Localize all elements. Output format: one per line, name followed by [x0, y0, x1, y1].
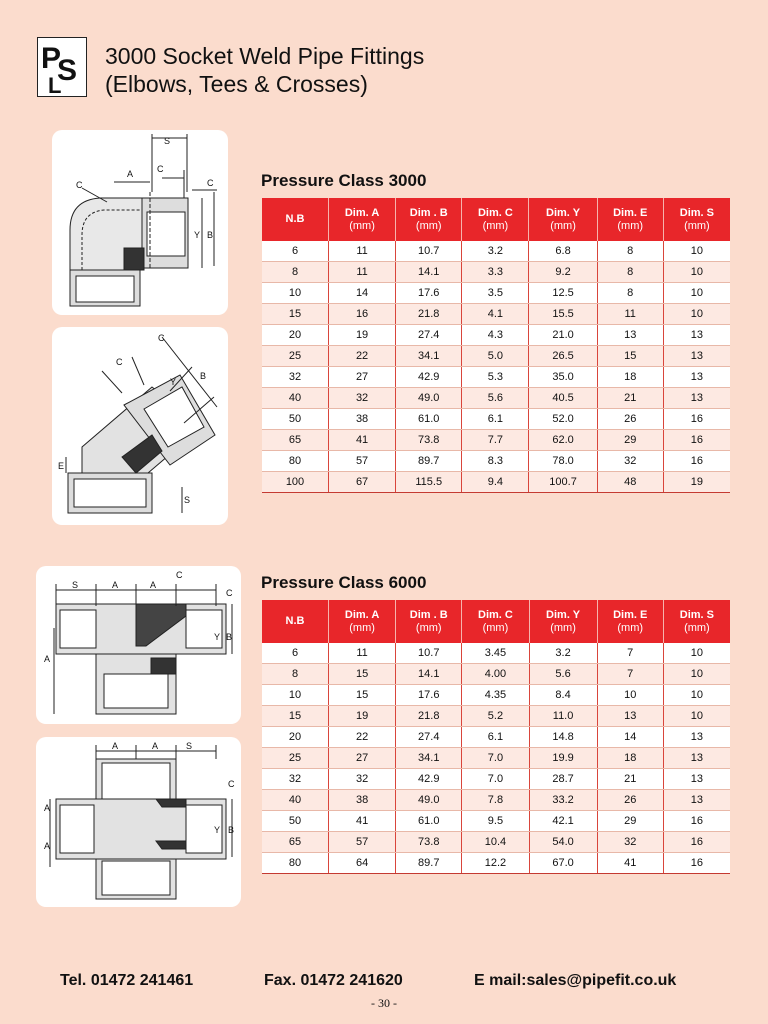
dim-label: C	[158, 333, 165, 343]
page-number: - 30 -	[371, 996, 397, 1010]
table-cell: 15	[597, 346, 663, 367]
table-cell: 18	[597, 367, 663, 388]
dim-label: C	[226, 588, 233, 598]
table-cell: 8	[597, 241, 663, 262]
table-cell: 20	[262, 325, 329, 346]
table-cell: 15	[262, 706, 329, 727]
table-cell: 10	[663, 262, 730, 283]
table-cell: 10	[262, 685, 329, 706]
dim-label: A	[44, 654, 51, 664]
column-header	[597, 600, 663, 643]
table-row	[262, 685, 730, 706]
table-cell: 19.9	[529, 748, 597, 769]
column-name: Dim. Y	[546, 206, 581, 219]
class-6000-title: Pressure Class 6000	[261, 573, 427, 592]
column-unit: (mm)	[684, 219, 710, 232]
table-cell: 19	[329, 706, 396, 727]
table-cell: 9.2	[529, 262, 597, 283]
table-cell: 35.0	[529, 367, 597, 388]
table-cell: 16	[663, 832, 730, 853]
table-cell: 8	[597, 283, 663, 304]
table-cell: 89.7	[396, 451, 462, 472]
table-cell: 10	[663, 664, 730, 685]
table-row	[262, 325, 730, 346]
table-cell: 3.2	[529, 643, 597, 664]
table-cell: 32	[329, 388, 396, 409]
dim-label: S	[72, 580, 79, 590]
dim-label: B	[226, 632, 233, 642]
table-cell: 100.7	[529, 472, 597, 493]
table-cell: 5.2	[462, 706, 529, 727]
column-header	[262, 198, 329, 241]
table-cell: 3.45	[462, 643, 529, 664]
dim-label: A	[150, 580, 157, 590]
column-header	[396, 600, 462, 643]
table-cell: 34.1	[396, 346, 462, 367]
column-unit: (mm)	[482, 621, 509, 634]
table-cell: 7.8	[462, 790, 529, 811]
table-cell: 57	[329, 451, 396, 472]
column-header	[663, 198, 730, 241]
table-cell: 6.8	[529, 241, 597, 262]
table-cell: 41	[329, 811, 396, 832]
table-cell: 27.4	[396, 727, 462, 748]
table-cell: 32	[262, 367, 329, 388]
table-cell: 15	[329, 685, 396, 706]
table-header-row	[262, 198, 730, 241]
table-cell: 38	[329, 409, 396, 430]
table-cell: 54.0	[529, 832, 597, 853]
table-cell: 10.4	[462, 832, 529, 853]
table-cell: 21.8	[396, 706, 462, 727]
title-line-2: (Elbows, Tees & Crosses)	[105, 71, 368, 97]
column-unit: (mm)	[415, 621, 442, 634]
title-line-1: 3000 Socket Weld Pipe Fittings	[105, 43, 425, 69]
table-row	[262, 790, 730, 811]
table-cell: 8	[262, 664, 329, 685]
table-cell: 5.6	[462, 388, 529, 409]
table-cell: 13	[663, 367, 730, 388]
table-cell: 4.35	[462, 685, 529, 706]
table-row	[262, 346, 730, 367]
column-name: Dim . B	[409, 206, 448, 219]
cross-drawing	[36, 737, 241, 907]
table-cell: 18	[597, 748, 663, 769]
dim-label: Y	[214, 632, 221, 642]
table-cell: 13	[663, 388, 730, 409]
table-cell: 10	[663, 706, 730, 727]
table-cell: 33.2	[529, 790, 597, 811]
table-cell: 6.1	[462, 409, 529, 430]
table-cell: 73.8	[396, 430, 462, 451]
page-title	[105, 42, 424, 98]
logo-letter-s: S	[57, 54, 78, 87]
table-row	[262, 451, 730, 472]
column-name: Dim. Y	[546, 608, 581, 621]
class-3000-table	[262, 198, 730, 493]
table-cell: 22	[329, 346, 396, 367]
table-cell: 8	[262, 262, 329, 283]
table-cell: 52.0	[529, 409, 597, 430]
table-cell: 67	[329, 472, 396, 493]
table-row	[262, 748, 730, 769]
table-cell: 5.0	[462, 346, 529, 367]
logo-letter-p: P	[41, 42, 62, 75]
table-cell: 50	[262, 409, 329, 430]
table-cell: 3.3	[462, 262, 529, 283]
table-cell: 4.3	[462, 325, 529, 346]
table-cell: 10.7	[396, 241, 462, 262]
table-cell: 80	[262, 853, 329, 874]
table-cell: 7.0	[462, 769, 529, 790]
table-row	[262, 283, 730, 304]
table-cell: 6.1	[462, 727, 529, 748]
logo-letter-l: L	[48, 73, 62, 95]
table-cell: 48	[597, 472, 663, 493]
table-row	[262, 643, 730, 664]
dim-label: C	[228, 779, 235, 789]
table-cell: 25	[262, 748, 329, 769]
table-cell: 5.6	[529, 664, 597, 685]
table-cell: 13	[663, 325, 730, 346]
table-cell: 89.7	[396, 853, 462, 874]
table-cell: 7.0	[462, 748, 529, 769]
dim-label: A	[44, 841, 51, 851]
table-cell: 40	[262, 790, 329, 811]
table-cell: 41	[329, 430, 396, 451]
table-row	[262, 430, 730, 451]
table-cell: 13	[597, 706, 663, 727]
table-cell: 14.1	[396, 664, 462, 685]
dim-label: A	[112, 741, 119, 751]
dim-label: S	[186, 741, 193, 751]
dim-label: E	[58, 461, 65, 471]
column-header	[529, 600, 597, 643]
dim-label: C	[207, 178, 214, 188]
column-unit: (mm)	[550, 219, 576, 232]
dim-label: C	[76, 180, 83, 190]
table-cell: 13	[663, 769, 730, 790]
table-cell: 8	[597, 262, 663, 283]
column-header	[462, 198, 529, 241]
table-cell: 61.0	[396, 409, 462, 430]
table-cell: 13	[663, 727, 730, 748]
table-cell: 16	[663, 451, 730, 472]
dim-label: Y	[214, 825, 221, 835]
table-cell: 16	[663, 409, 730, 430]
table-cell: 12.5	[529, 283, 597, 304]
table-cell: 25	[262, 346, 329, 367]
column-header	[329, 600, 396, 643]
table-cell: 80	[262, 451, 329, 472]
table-cell: 16	[663, 430, 730, 451]
column-name: N.B	[285, 213, 305, 225]
table-cell: 3.2	[462, 241, 529, 262]
table-cell: 16	[329, 304, 396, 325]
column-unit: (mm)	[550, 621, 576, 634]
table-cell: 42.9	[396, 769, 462, 790]
table-cell: 11	[329, 241, 396, 262]
table-cell: 27.4	[396, 325, 462, 346]
table-cell: 17.6	[396, 283, 462, 304]
table-cell: 14	[329, 283, 396, 304]
column-name: Dim. E	[613, 608, 648, 621]
table-cell: 20	[262, 727, 329, 748]
table-row	[262, 388, 730, 409]
table-cell: 12.2	[462, 853, 529, 874]
table-cell: 29	[597, 811, 663, 832]
table-cell: 13	[597, 325, 663, 346]
table-body	[262, 643, 730, 874]
table-cell: 32	[597, 451, 663, 472]
class-6000-table	[262, 600, 730, 874]
table-cell: 10	[663, 643, 730, 664]
table-cell: 49.0	[396, 388, 462, 409]
column-unit: (mm)	[617, 621, 644, 634]
table-cell: 5.3	[462, 367, 529, 388]
dim-label: B	[200, 371, 207, 381]
table-cell: 50	[262, 811, 329, 832]
table-row	[262, 262, 730, 283]
table-row	[262, 241, 730, 262]
table-row	[262, 832, 730, 853]
dim-label: Y	[194, 230, 201, 240]
table-cell: 16	[663, 853, 730, 874]
column-name: N.B	[285, 615, 305, 627]
table-cell: 11.0	[529, 706, 597, 727]
dim-label: Y	[170, 377, 177, 387]
column-header	[262, 600, 329, 643]
dim-label: A	[44, 803, 51, 813]
dim-label: B	[207, 230, 214, 240]
dim-label: B	[228, 825, 235, 835]
table-cell: 100	[262, 472, 329, 493]
table-cell: 8.4	[529, 685, 597, 706]
table-row	[262, 664, 730, 685]
table-cell: 32	[329, 769, 396, 790]
table-row	[262, 472, 730, 493]
table-cell: 7	[597, 643, 663, 664]
table-cell: 32	[262, 769, 329, 790]
class-3000-title: Pressure Class 3000	[261, 171, 427, 190]
dim-label: S	[184, 495, 191, 505]
tee-drawing	[36, 566, 241, 724]
table-cell: 27	[329, 367, 396, 388]
column-name: Dim. S	[679, 206, 714, 219]
column-name: Dim. S	[679, 608, 715, 621]
table-cell: 65	[262, 430, 329, 451]
table-cell: 15	[329, 664, 396, 685]
table-cell: 11	[597, 304, 663, 325]
table-row	[262, 727, 730, 748]
company-logo	[37, 37, 87, 97]
footer-fax: Fax. 01472 241620	[264, 972, 403, 989]
column-header	[396, 198, 462, 241]
table-cell: 40	[262, 388, 329, 409]
table-cell: 15	[262, 304, 329, 325]
table-cell: 15.5	[529, 304, 597, 325]
table-cell: 26	[597, 790, 663, 811]
column-header	[529, 198, 597, 241]
table-cell: 115.5	[396, 472, 462, 493]
column-name: Dim. C	[478, 608, 513, 621]
table-row	[262, 811, 730, 832]
table-cell: 10	[663, 241, 730, 262]
table-cell: 57	[329, 832, 396, 853]
column-name: Dim. E	[613, 206, 648, 219]
column-name: Dim. A	[344, 206, 380, 219]
table-cell: 6	[262, 241, 329, 262]
table-cell: 7	[597, 664, 663, 685]
table-cell: 10	[262, 283, 329, 304]
table-cell: 61.0	[396, 811, 462, 832]
dim-label: C	[116, 357, 123, 367]
table-cell: 19	[663, 472, 730, 493]
column-header	[663, 600, 730, 643]
column-name: Dim. C	[477, 206, 513, 219]
table-cell: 64	[329, 853, 396, 874]
table-cell: 16	[663, 811, 730, 832]
footer-email: E mail:sales@pipefit.co.uk	[474, 972, 677, 989]
table-cell: 13	[663, 748, 730, 769]
table-cell: 13	[663, 790, 730, 811]
table-cell: 3.5	[462, 283, 529, 304]
table-cell: 42.9	[396, 367, 462, 388]
table-cell: 62.0	[529, 430, 597, 451]
dim-label: A	[152, 741, 159, 751]
table-header-row	[262, 600, 730, 643]
table-cell: 4.1	[462, 304, 529, 325]
table-cell: 49.0	[396, 790, 462, 811]
table-cell: 11	[329, 643, 396, 664]
table-cell: 14.8	[529, 727, 597, 748]
column-name: Dim. A	[344, 608, 380, 621]
table-cell: 4.00	[462, 664, 529, 685]
table-row	[262, 304, 730, 325]
table-cell: 26.5	[529, 346, 597, 367]
table-cell: 65	[262, 832, 329, 853]
dim-label: A	[127, 169, 134, 179]
table-cell: 40.5	[529, 388, 597, 409]
table-cell: 10.7	[396, 643, 462, 664]
dim-label: C	[176, 570, 183, 580]
elbow-45-drawing	[52, 327, 228, 525]
table-cell: 26	[597, 409, 663, 430]
table-cell: 41	[597, 853, 663, 874]
column-header	[597, 198, 663, 241]
column-unit: (mm)	[482, 219, 509, 232]
table-row	[262, 409, 730, 430]
table-cell: 19	[329, 325, 396, 346]
table-cell: 32	[597, 832, 663, 853]
dim-label: A	[112, 580, 119, 590]
table-cell: 6	[262, 643, 329, 664]
table-row	[262, 706, 730, 727]
table-cell: 21.0	[529, 325, 597, 346]
table-cell: 42.1	[529, 811, 597, 832]
column-unit: (mm)	[349, 219, 375, 232]
dim-label: C	[157, 164, 164, 174]
table-row	[262, 769, 730, 790]
column-header	[462, 600, 529, 643]
column-unit: (mm)	[415, 219, 442, 232]
table-cell: 11	[329, 262, 396, 283]
table-cell: 38	[329, 790, 396, 811]
dim-label: S	[164, 136, 171, 146]
footer-tel: Tel. 01472 241461	[60, 972, 194, 989]
elbow-90-drawing	[52, 130, 228, 315]
table-cell: 73.8	[396, 832, 462, 853]
column-unit: (mm)	[349, 621, 375, 634]
table-cell: 21	[597, 388, 663, 409]
table-row	[262, 367, 730, 388]
table-cell: 13	[663, 346, 730, 367]
table-row	[262, 853, 730, 874]
table-cell: 9.5	[462, 811, 529, 832]
table-cell: 14	[597, 727, 663, 748]
column-header	[329, 198, 396, 241]
column-unit: (mm)	[684, 621, 710, 634]
table-cell: 10	[663, 283, 730, 304]
column-name: Dim . B	[409, 608, 448, 621]
table-cell: 7.7	[462, 430, 529, 451]
table-cell: 67.0	[529, 853, 597, 874]
table-cell: 8.3	[462, 451, 529, 472]
table-cell: 10	[663, 304, 730, 325]
table-body	[262, 241, 730, 493]
column-unit: (mm)	[617, 219, 644, 232]
table-cell: 34.1	[396, 748, 462, 769]
table-cell: 9.4	[462, 472, 529, 493]
table-cell: 78.0	[529, 451, 597, 472]
table-cell: 10	[597, 685, 663, 706]
table-cell: 21.8	[396, 304, 462, 325]
table-cell: 29	[597, 430, 663, 451]
table-cell: 10	[663, 685, 730, 706]
table-cell: 28.7	[529, 769, 597, 790]
table-cell: 14.1	[396, 262, 462, 283]
table-cell: 22	[329, 727, 396, 748]
table-cell: 21	[597, 769, 663, 790]
table-cell: 27	[329, 748, 396, 769]
table-cell: 17.6	[396, 685, 462, 706]
